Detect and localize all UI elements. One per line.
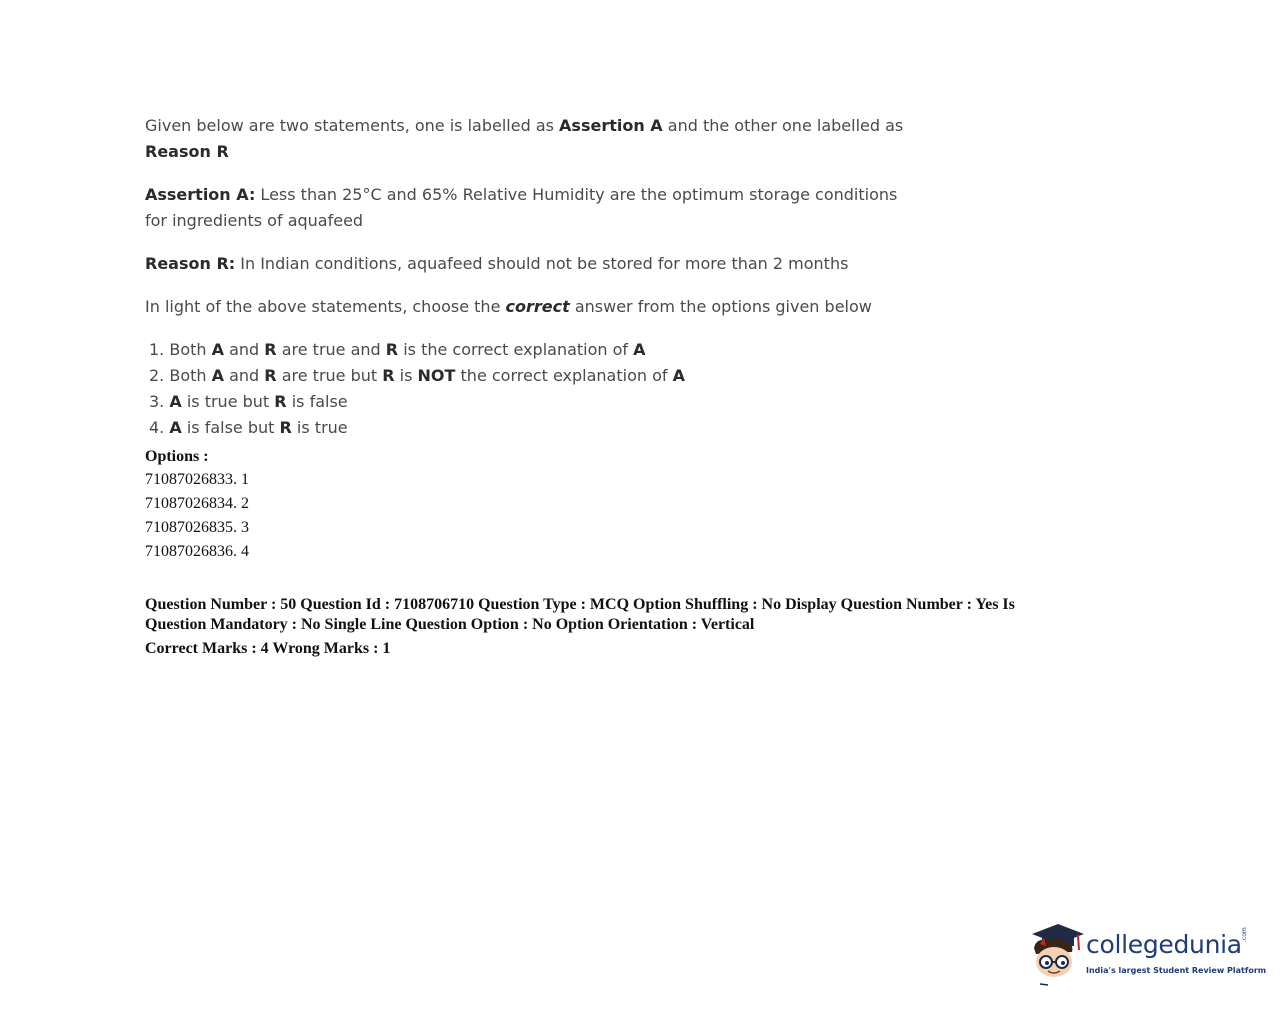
reason-heading: Reason R: [145, 254, 236, 273]
brand-name: collegedunia [1086, 930, 1242, 959]
reason-statement [145, 251, 905, 277]
option-item: 71087026836. 4 [145, 543, 249, 560]
student-mascot-icon [1026, 918, 1086, 988]
question-intro [145, 113, 905, 165]
intro-text-2: and the other one labelled as [662, 116, 904, 135]
assertion-statement [145, 182, 905, 234]
instruction-text: In light of the above statements, choose the [145, 297, 506, 316]
answer-choices [145, 337, 905, 441]
choice-3: 3. A is true but R is false [149, 392, 348, 411]
instruction-emphasis: correct [505, 297, 570, 316]
option-item: 71087026833. 1 [145, 471, 249, 488]
choice-2: 2. Both A and R are true but R is NOT the correct explanation of A [149, 366, 685, 385]
instruction-text-2: answer from the options given below [569, 297, 872, 316]
option-item: 71087026834. 2 [145, 495, 249, 512]
choice-1: 1. Both A and R are true and R is the correct explanation of A [149, 340, 646, 359]
reason-text: In Indian conditions, aquafeed should not be stored for more than 2 months [235, 254, 849, 273]
assertion-text: Less than 25°C and 65% Relative Humidity are the optimum storage conditions for ingredients of aquafeed [145, 185, 898, 230]
options-block [145, 446, 249, 564]
intro-text: Given below are two statements, one is labelled as [145, 116, 560, 135]
question-text [145, 113, 905, 441]
brand-suffix: .com [1241, 927, 1248, 942]
choice-4: 4. A is false but R is true [149, 418, 348, 437]
question-info-line: Question Mandatory : No Single Line Question Option : No Option Orientation : Vertical [145, 616, 755, 633]
brand-logo [1026, 918, 1267, 988]
question-info [145, 595, 1105, 659]
question-instruction [145, 294, 905, 320]
assertion-label: Assertion A [559, 116, 663, 135]
reason-label: Reason R [145, 142, 229, 161]
options-heading: Options : [145, 448, 209, 465]
brand-tagline: India's largest Student Review Platform [1086, 966, 1267, 975]
option-item: 71087026835. 3 [145, 519, 249, 536]
question-info-line: Question Number : 50 Question Id : 7108706710 Question Type : MCQ Option Shuffling : No Display Question Number : Yes Is [145, 596, 1015, 613]
assertion-heading: Assertion A: [145, 185, 256, 204]
marks-line: Correct Marks : 4 Wrong Marks : 1 [145, 640, 391, 657]
